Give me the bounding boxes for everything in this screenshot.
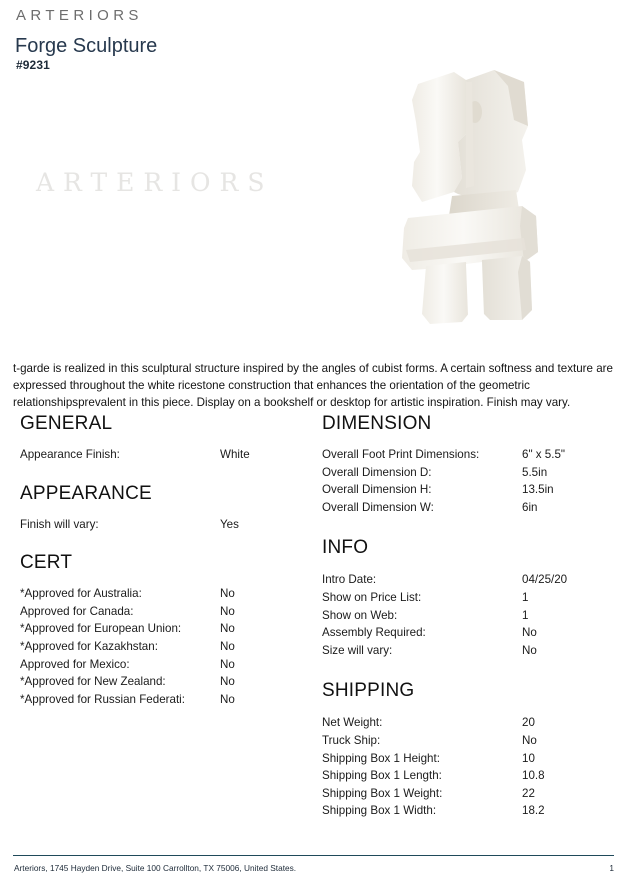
spec-value: White [220,448,250,461]
spec-value: 1 [522,608,529,622]
table-row [0,585,310,603]
section-info [310,536,627,659]
spec-value: 22 [522,786,535,800]
section-title-appearance: APPEARANCE [20,482,152,504]
spec-value: No [522,626,537,640]
spec-label: *Approved for New Zealand: [20,675,166,689]
spec-value: 1 [522,590,529,604]
spec-value: 6in [522,500,538,514]
table-row [310,750,627,768]
table-row [0,446,310,464]
table-row [310,446,627,464]
section-title-dimension: DIMENSION [322,413,432,434]
section-shipping [310,679,627,820]
footer-divider [13,855,614,856]
brand-name: ARTERIORS [16,7,143,24]
table-row [310,607,627,625]
spec-value: No [220,639,235,653]
product-description: t-garde is realized in this sculptural structure inspired by the angles of cubist forms. A certain softness and texture are expressed throughout the white ricestone construction that enhances the orientation of the geometric relationshipsprevalent in this piece. Display on a bookshelf or desktop for artistic inspiration. Finish may vary. [13,361,613,410]
spec-label: *Approved for Australia: [20,587,142,601]
spec-table-cert [0,585,310,708]
spec-value: 5.5in [522,465,548,479]
spec-value: No [220,622,235,636]
table-row [310,714,627,732]
section-title-info: INFO [322,537,369,559]
spec-value: 6" x 5.5" [522,448,566,461]
spec-label: Shipping Box 1 Width: [322,804,437,818]
spec-label: *Approved for Kazakhstan: [20,639,158,653]
section-title-shipping: SHIPPING [322,680,415,702]
brand-watermark: ARTERIORS [36,168,274,197]
section-title-general: GENERAL [20,413,113,434]
spec-value: 10.8 [522,769,545,783]
spec-label: Net Weight: [322,716,383,730]
spec-label: Shipping Box 1 Height: [322,751,440,765]
spec-label: Assembly Required: [322,626,426,640]
product-sku: #9231 [16,58,50,72]
spec-value: Yes [220,517,239,531]
spec-value: 10 [522,751,535,765]
section-cert [0,551,310,708]
table-row [310,785,627,803]
spec-value: No [220,604,235,618]
spec-value: 20 [522,716,535,730]
spec-label: Size will vary: [322,643,393,657]
spec-value: No [220,587,235,601]
table-row [310,767,627,785]
table-row [0,656,310,674]
spec-value: 04/25/20 [522,573,568,587]
table-row [0,603,310,621]
table-row [310,464,627,482]
spec-label: Overall Dimension D: [322,465,432,479]
spec-label: Approved for Canada: [20,604,134,618]
spec-value: No [220,657,235,671]
spec-label: Truck Ship: [322,733,381,747]
table-row [310,624,627,642]
table-row [0,638,310,656]
section-dimension [310,412,627,516]
spec-table-appearance [0,516,310,534]
table-row [0,516,310,534]
spec-label: Appearance Finish: [20,448,120,461]
spec-label: Shipping Box 1 Length: [322,769,442,783]
section-appearance [0,482,310,534]
spec-label: Overall Foot Print Dimensions: [322,448,480,461]
spec-value: 18.2 [522,804,545,818]
spec-label: *Approved for Russian Federati: [20,692,185,706]
table-row [310,589,627,607]
spec-value: No [220,692,235,706]
footer-address: Arteriors, 1745 Hayden Drive, Suite 100 Carrollton, TX 75006, United States. [14,863,297,873]
spec-table-shipping [310,714,627,820]
section-general [0,412,310,464]
spec-table-dimension [310,446,627,516]
spec-value: No [522,733,537,747]
spec-value: 13.5in [522,483,554,497]
right-column [310,412,627,820]
table-row [310,571,627,589]
spec-label: Intro Date: [322,573,377,587]
spec-label: Approved for Mexico: [20,657,130,671]
table-row [0,620,310,638]
spec-label: Finish will vary: [20,517,99,531]
product-image [396,66,581,328]
spec-value: No [522,643,537,657]
section-title-cert: CERT [20,552,73,574]
table-row [310,732,627,750]
table-row [310,499,627,517]
spec-table-info [310,571,627,659]
spec-label: *Approved for European Union: [20,622,182,636]
left-column [0,412,310,708]
footer-page-number: 1 [609,863,614,873]
table-row [310,481,627,499]
spec-label: Show on Price List: [322,590,422,604]
spec-label: Shipping Box 1 Weight: [322,786,443,800]
spec-label: Show on Web: [322,608,398,622]
table-row [0,691,310,709]
spec-label: Overall Dimension W: [322,500,434,514]
table-row [0,673,310,691]
spec-label: Overall Dimension H: [322,483,432,497]
spec-table-general [0,446,310,464]
spec-value: No [220,675,235,689]
table-row [310,642,627,660]
page-title: Forge Sculpture [15,35,158,57]
table-row [310,802,627,820]
